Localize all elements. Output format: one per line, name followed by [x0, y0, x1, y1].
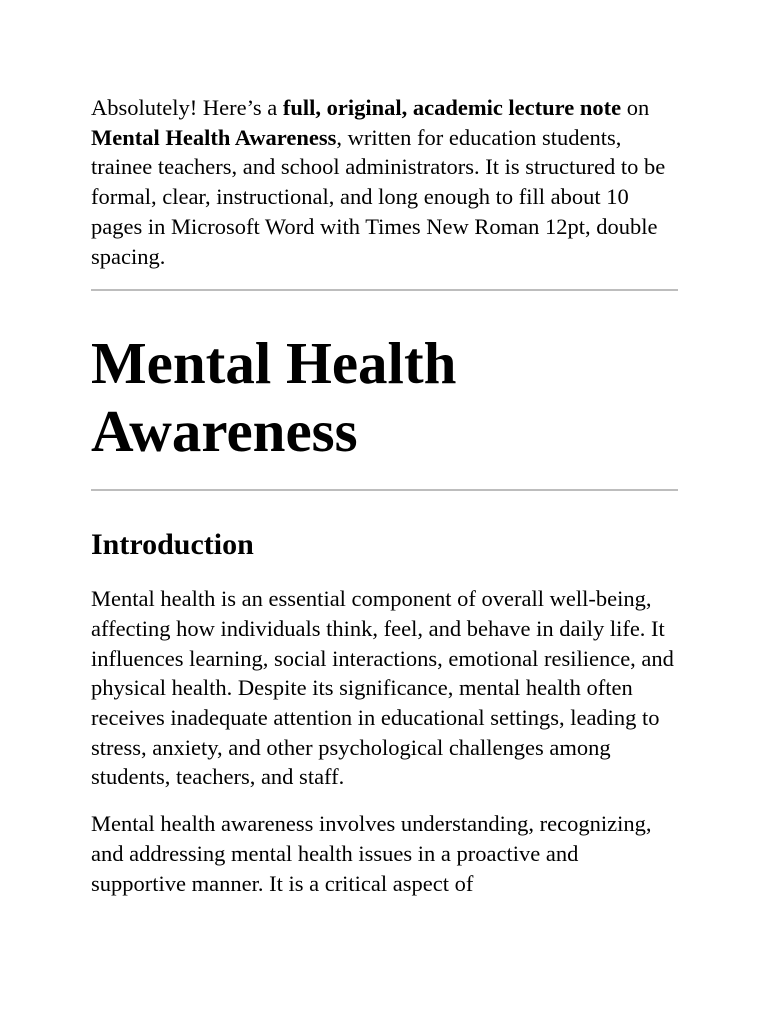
intro-note: [91, 93, 678, 271]
intro-note-text: , written for education students, trainee teachers, and school administrators. It is structured to be formal, clear, instructional, and long enough to fill about 10 pages in Microsoft Word with Times New Roman 12pt, double spacing.: [91, 124, 666, 269]
intro-note-bold-phrase: full, original, academic lecture note: [282, 95, 622, 120]
body-paragraph: Mental health is an essential component of overall well-being, affecting how individuals think, feel, and behave in daily life. It influences learning, social interactions, emotional resilience, and physical health. Despite its significance, mental health often receives inadequate attention in educational settings, leading to stress, anxiety, and other psychological challenges among students, teachers, and staff.: [91, 586, 674, 790]
intro-note-text: Absolutely! Here’s a: [91, 95, 283, 120]
intro-note-text: on: [621, 95, 650, 120]
body-paragraph: Mental health awareness involves understanding, recognizing, and addressing mental health issues in a proactive and supportive manner. It is a critical aspect of: [91, 811, 652, 896]
intro-note-bold-topic: Mental Health Awareness: [91, 124, 337, 150]
horizontal-divider: [91, 489, 678, 491]
horizontal-divider: [91, 289, 678, 291]
document-title: Mental Health Awareness: [91, 330, 457, 465]
section-heading-introduction: Introduction: [91, 528, 254, 562]
